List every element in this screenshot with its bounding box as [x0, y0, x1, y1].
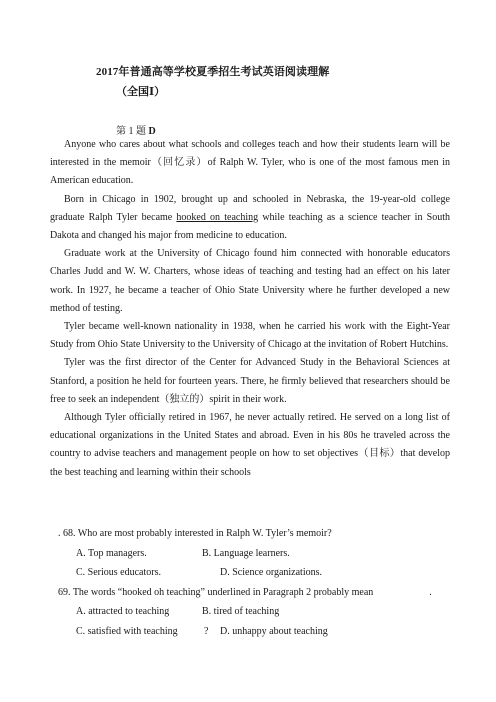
option-a: A. attracted to teaching	[76, 606, 170, 617]
stray-mark: ?	[204, 625, 209, 637]
paragraph-5: Tyler was the first director of the Center for Advanced Study in the Behavioral Sciences at Stanford, a position he held for fourteen years. There, he firmly believed that researchers should be free to seek an independent（独立的）spirit in their work.	[50, 357, 450, 405]
question-68-options-row-1	[58, 544, 458, 564]
question-label	[116, 122, 156, 137]
question-69-options-row-2	[58, 622, 458, 642]
question-68-stem: . 68. Who are most probably interested in Ralph W. Tyler’s memoir?	[58, 528, 332, 539]
question-block	[58, 524, 458, 641]
document-subtitle: （全国Ⅰ）	[116, 86, 166, 98]
paragraph-6: Although Tyler officially retired in 1967, he never actually retired. He served on a long list of educational organizations in the United States and abroad. Even in his 80s he traveled across the country to advise teachers and management people on how to set objectives（目标）that develop the best teaching and learning within their schools	[50, 412, 450, 478]
paragraph-2-after: while teaching as a science teacher in South Dakota and changed his major from medicine to education.	[50, 211, 451, 242]
underlined-phrase: hooked on teaching	[176, 211, 259, 223]
option-a: A. Top managers.	[76, 547, 147, 559]
option-c: C. Serious educators.	[76, 567, 161, 578]
paragraph-3: Graduate work at the University of Chicago found him connected with honorable educators Charles Judd and W. W. Charters, whose ideas of teaching and testing had an effect on his later work. In 1927, he became a teacher of Ohio State University where he further developed a new method of testing.	[50, 248, 450, 314]
option-b: B. Language learners.	[202, 547, 290, 559]
option-c: C. satisfied with teaching	[76, 625, 178, 637]
question-69-stem-end: .	[429, 586, 432, 598]
question-69-options-row-1	[58, 602, 458, 622]
paragraph-2-before: Born in Chicago in 1902, brought up and schooled in Nebraska, the 19-year-old college graduate Ralph Tyler became	[50, 193, 450, 223]
paragraph-4: Tyler became well-known nationality in 1938, when he carried his work with the Eight-Year Study from Ohio State University to the University of Chicago at the invitation of Robert Hutchins.	[50, 321, 450, 351]
document-title: 2017年普通高等学校夏季招生考试英语阅读理解	[96, 66, 330, 78]
option-b: B. tired of teaching	[202, 606, 280, 617]
option-d: D. Science organizations.	[220, 567, 323, 578]
paragraph-2	[50, 191, 450, 246]
question-label-prefix: 第 1 题	[116, 126, 146, 137]
question-69-stem	[58, 583, 458, 603]
passage	[50, 136, 450, 482]
paragraph-1: Anyone who cares about what schools and colleges teach and how their students learn will be interested in the memoir（回忆录）of Ralph W. Tyler, who is one of the most famous men in American education.	[50, 139, 450, 187]
question-answer: D	[148, 126, 156, 137]
question-68-options-row-2	[58, 563, 458, 583]
question-69-stem-text: 69. The words “hooked oh teaching” underlined in Paragraph 2 probably mean	[58, 586, 374, 598]
option-d: D. unhappy about teaching	[220, 625, 328, 637]
